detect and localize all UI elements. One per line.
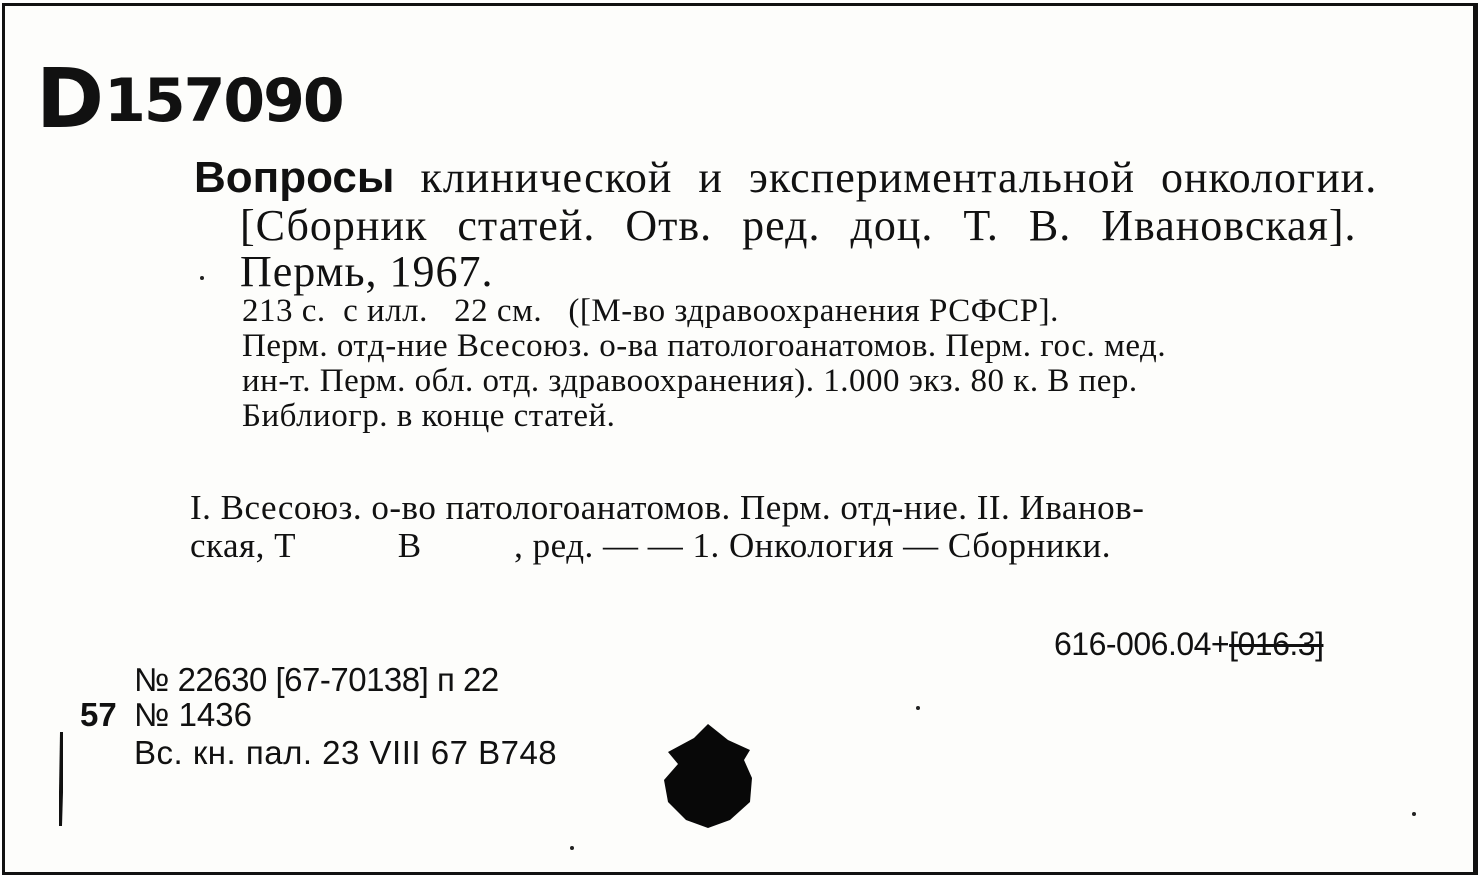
desc-line-4: Библиогр. в конце статей. [242,398,616,434]
desc-line-3: ин-т. Перм. обл. отд. здравоохранения). 1.000 экз. 80 к. В пер. [242,363,1138,399]
inventory-stamp [36,52,343,147]
title-line-3: Пермь, 1967. [240,247,494,296]
inventory-stamp-letter: D [36,52,105,147]
inventory-stamp-number: 157090 [104,66,343,136]
subjects-line-2: ская, Т В , ред. — — 1. Онкология — Сборники. [190,526,1111,565]
title-line [194,152,1377,203]
ink-speck [570,846,574,850]
udc-classification [1054,626,1323,663]
registry-line-2: № 1436 [134,696,252,733]
physical-description [242,294,1166,434]
desc-line-1: 213 с. с илл. 22 см. ([М-во здравоохранения РСФСР]. [242,293,1059,329]
desc-line-2: Перм. отд-ние Всесоюз. о-ва патологоанатомов. Перм. гос. мед. [242,328,1167,364]
title-rest: клинической и экспериментальной онкологии. [420,153,1378,202]
registry-line-1: № 22630 [67-70138] п 22 [134,661,499,698]
subjects-line-1: I. Всесоюз. о-во патологоанатомов. Перм. отд-ние. II. Иванов- [190,488,1145,527]
punched-hole-icon [664,724,752,828]
title-bold: Вопросы [194,153,395,202]
registry-line-3: Вс. кн. пал. 23 VIII 67 В748 [134,734,558,771]
udc-main: 616-006.04+ [1054,626,1230,662]
title-line-2: [Сборник статей. Отв. ред. доц. Т. В. Ивановская]. [240,201,1357,250]
ink-speck [1412,812,1416,816]
margin-mark [58,732,64,826]
registry-prefix: 57 [80,696,117,733]
udc-struck: [016.3] [1229,626,1324,662]
ink-speck [200,276,204,280]
subject-tracings [190,489,1144,565]
ink-speck [916,706,920,710]
